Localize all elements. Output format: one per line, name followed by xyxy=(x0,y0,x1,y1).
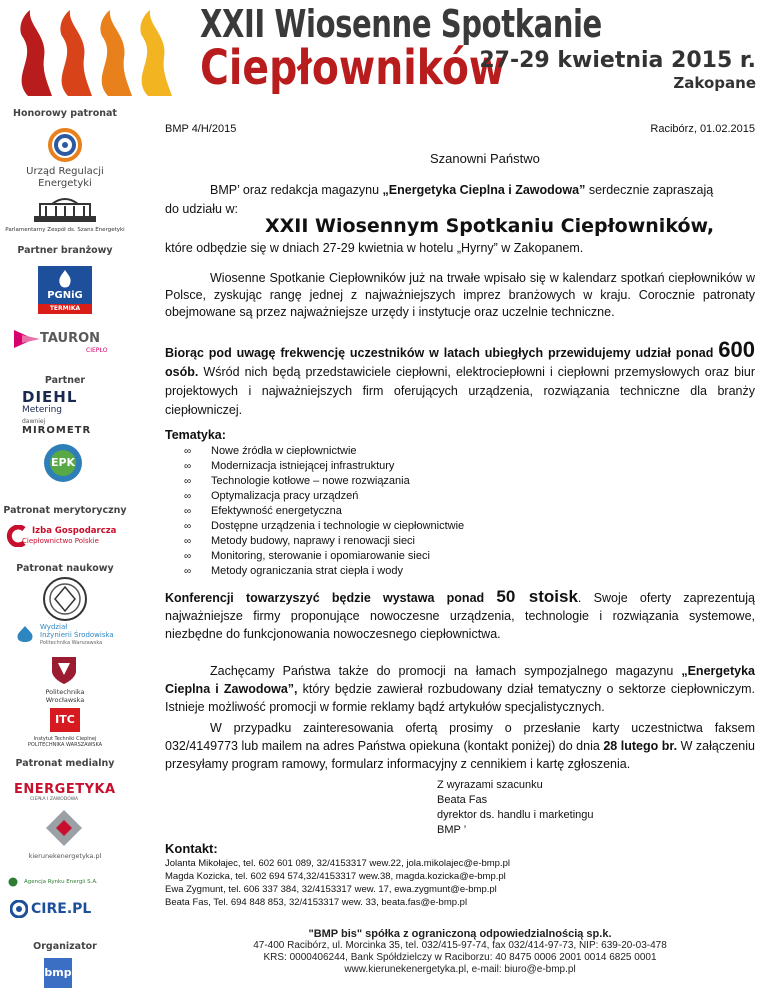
event-dates: 27-29 kwietnia 2015 r. xyxy=(479,48,756,73)
invite-pre: BMP’ oraz redakcja magazynu xyxy=(210,183,383,197)
topic-item xyxy=(184,519,744,534)
para3-big: 50 stoisk xyxy=(496,587,578,606)
infinity-bullet-icon: ∞ xyxy=(184,566,192,577)
para3-rest: . Swoje oferty zaprezentują najważniejsze firmy proponujące nowoczesne urządzenia, technologie i rozwiązania systemowe, niezbędne do funkcjonowania nowoczesnego ciepłownictwa. xyxy=(165,591,755,641)
para2-rest: Wśród nich będą przedstawiciele ciepłowni, elektrociepłowni i ciepłowni przemysłowych oraz biur projektowych i najważniejszych firm oferujących urządzenia, rozwiązania techniczne dla branży ciepłowniczej. xyxy=(165,365,755,417)
infinity-bullet-icon: ∞ xyxy=(184,461,192,472)
itc-line2: POLITECHNIKA WARSZAWSKA xyxy=(27,742,103,748)
bmp-logo: bmp xyxy=(44,958,72,988)
para2-bold-b: osób. xyxy=(165,365,199,379)
parliament-building-icon xyxy=(32,194,98,224)
igcp-line1: Izba Gospodarcza xyxy=(32,526,117,536)
agencja-text: Agencja Rynku Energii S.A. xyxy=(24,879,98,885)
ure-name-line2: Energetyki xyxy=(38,178,92,189)
kierunek-text: kierunekenergetyka.pl xyxy=(28,852,102,860)
infinity-bullet-icon: ∞ xyxy=(184,521,192,532)
contact-list xyxy=(165,857,755,909)
topic-item xyxy=(184,549,744,564)
footer-web: www.kierunekenergetyka.pl, e-mail: biuro@e-bmp.pl xyxy=(344,964,576,975)
topic-text: Monitoring, sterowanie i opomiarowanie sieci xyxy=(211,550,430,562)
tauron-logo-icon xyxy=(14,326,40,352)
infinity-bullet-icon: ∞ xyxy=(184,551,192,562)
sign-line-1: Z wyrazami szacunku xyxy=(437,779,543,791)
contact-label: Kontakt: xyxy=(165,841,218,856)
para4-post: który będzie zawierał rozbudowany dział tematyczny o sektorze ciepłowniczym. Istnieje możliwość promocji w formie reklamy bądź artykułów specjalistycznych. xyxy=(165,682,755,714)
sidebar-patrons xyxy=(0,0,135,994)
letter-place-date: Racibórz, 01.02.2015 xyxy=(650,123,755,135)
contact-item: Ewa Zygmunt, tel. 606 337 384, 32/4153317 wew. 17, ewa.zygmunt@e-bmp.pl xyxy=(165,884,497,895)
tauron-text: TAURON xyxy=(40,331,101,346)
pwr-line1: Politechnika xyxy=(45,688,85,696)
merit-patronage-label: Patronat merytoryczny xyxy=(3,505,127,516)
invite-line2: do udziału w: xyxy=(165,202,238,216)
topics-list xyxy=(184,444,744,579)
paragraph-5 xyxy=(165,719,755,773)
para5-bold: 28 lutego br. xyxy=(603,739,678,753)
are-logo-icon xyxy=(8,877,18,887)
topic-text: Optymalizacja pracy urządzeń xyxy=(211,490,359,502)
contact-item: Jolanta Mikołajec, tel. 602 601 089, 32/4153317 wew.22, jola.mikolajec@e-bmp.pl xyxy=(165,858,510,869)
invite-magazine: „Energetyka Cieplna i Zawodowa” xyxy=(382,183,586,197)
ure-name-line1: Urząd Regulacji xyxy=(26,166,104,177)
pgnig-sub: TERMIKA xyxy=(38,304,92,314)
igcp-line2: Ciepłownictwo Polskie xyxy=(22,537,99,545)
honorary-patronage-label: Honorowy patronat xyxy=(13,108,117,119)
organizer-label: Organizator xyxy=(33,941,97,952)
epk-text: EPK xyxy=(50,456,76,469)
company-footer xyxy=(165,928,755,976)
invite-post: serdecznie zapraszają xyxy=(585,183,714,197)
infinity-bullet-icon: ∞ xyxy=(184,536,192,547)
para5-post: W załączeniu przesyłamy program ramowy, formularz informacyjny z cennikiem i kartę zgłoszenia. xyxy=(165,739,755,771)
contact-item: Magda Kozicka, tel. 602 694 574,32/4153317 wew.38, magda.kozicka@e-bmp.pl xyxy=(165,871,506,882)
wydzial-logo-icon xyxy=(14,624,36,644)
para4-bold: „Energetyka Cieplna i Zawodowa”, xyxy=(165,664,755,696)
infinity-bullet-icon: ∞ xyxy=(184,491,192,502)
infinity-bullet-icon: ∞ xyxy=(184,476,192,487)
paragraph-3 xyxy=(165,588,755,643)
topic-text: Technologie kotłowe – nowe rozwiązania xyxy=(211,475,410,487)
para2-big: 600 xyxy=(718,337,755,362)
event-title-line1: XXII Wiosenne Spotkanie xyxy=(200,2,602,46)
para4-pre: Zachęcamy Państwa także do promocji na łamach sympozjalnego magazynu xyxy=(210,664,682,678)
diehl-formerly: dawniej xyxy=(22,418,46,425)
letter-reference: BMP 4/H/2015 xyxy=(165,123,237,135)
contact-item: Beata Fas, Tel. 694 848 853, 32/4153317 wew. 33, beata.fas@e-bmp.pl xyxy=(165,897,468,908)
salutation: Szanowni Państwo xyxy=(430,151,540,166)
topic-item xyxy=(184,459,744,474)
kierunek-logo-icon xyxy=(44,808,84,848)
energetyka-sub: CIEPŁA I ZAWODOWA xyxy=(30,797,79,802)
itc-line1: Instytut Techniki Cieplnej xyxy=(33,736,97,742)
partner-label: Partner xyxy=(44,375,86,386)
topic-text: Nowe źródła w ciepłownictwie xyxy=(211,445,357,457)
topic-item xyxy=(184,474,744,489)
topic-item xyxy=(184,534,744,549)
pgnig-flame-icon xyxy=(55,270,75,288)
footer-company: "BMP bis" spółka z ograniczoną odpowiedzialnością sp.k. xyxy=(308,928,612,940)
topic-text: Dostępne urządzenia i technologie w ciepłownictwie xyxy=(211,520,465,532)
energetyka-logo-text: ENERGETYKA xyxy=(14,782,116,797)
wydzial-line1: Wydział xyxy=(40,623,68,631)
paragraph-2 xyxy=(165,337,755,420)
sign-line-3: dyrektor ds. handlu i marketingu xyxy=(437,809,594,821)
topic-text: Metody budowy, naprawy i renowacji sieci xyxy=(211,535,415,547)
footer-bank: KRS: 0000406244, Bank Spółdzielczy w Raciborzu: 40 8475 0006 2001 0014 6825 0001 xyxy=(263,952,657,963)
ure-logo-icon xyxy=(46,126,84,164)
cire-logo-icon xyxy=(10,900,28,918)
diehl-sub: Metering xyxy=(22,405,62,415)
footer-address: 47-400 Racibórz, ul. Morcinka 35, tel. 032/415-97-74, fax 032/414-97-73, NIP: 639-20-03-478 xyxy=(253,940,667,951)
infinity-bullet-icon: ∞ xyxy=(184,446,192,457)
topic-text: Efektywność energetyczna xyxy=(211,505,342,517)
pwr-line2: Wrocławska xyxy=(45,696,85,704)
topic-item xyxy=(184,504,744,519)
mirometr-text: MIROMETR xyxy=(22,425,92,436)
diehl-text: DIEHL xyxy=(22,388,78,406)
university-seal-icon xyxy=(42,576,88,622)
signature-block xyxy=(437,778,594,838)
topic-text: Modernizacja istniejącej infrastruktury xyxy=(211,460,395,472)
pgnig-logo xyxy=(38,266,92,314)
para2-bold-a: Biorąc pod uwagę frekwencję uczestników w latach ubiegłych przewidujemy udział ponad xyxy=(165,346,719,360)
para3-bold: Konferencji towarzyszyć będzie wystawa ponad xyxy=(165,591,497,605)
pwr-crest-icon xyxy=(50,655,78,685)
paragraph-1: Wiosenne Spotkanie Ciepłowników już na trwałe wpisało się w kalendarz spotkań ciepłowników w Polsce, zyskując rangę jednej z najważniejszych imprez branżowych w kraju. Corocznie patronaty obejmowane są przez najważniejsze urzędy i instytucje oraz uczelnie techniczne. xyxy=(165,271,755,319)
industry-partner-label: Partner branżowy xyxy=(17,245,113,256)
event-title-line2: Ciepłowników xyxy=(200,40,506,96)
itc-logo: ITC xyxy=(50,708,80,732)
event-place: Zakopane xyxy=(673,74,756,92)
topic-item xyxy=(184,489,744,504)
paragraph-4 xyxy=(165,662,755,716)
science-patronage-label: Patronat naukowy xyxy=(16,563,114,574)
sign-line-4: BMP ’ xyxy=(437,824,467,836)
para5-pre: W przypadku zainteresowania ofertą prosimy o przesłanie karty uczestnictwa faksem 032/4149773 lub mailem na adres Państwa opiekuna (kontakt poniżej) do dnia xyxy=(165,721,755,753)
sign-line-2: Beata Fas xyxy=(437,794,488,806)
invitation-paragraph xyxy=(165,181,755,219)
tauron-sub: CIEPŁO xyxy=(86,347,108,354)
wydzial-line2: Inżynierii Środowiska xyxy=(40,631,114,639)
wydzial-line3: Politechnika Warszawska xyxy=(40,640,103,646)
topics-label: Tematyka: xyxy=(165,428,226,442)
infinity-bullet-icon: ∞ xyxy=(184,506,192,517)
event-when: które odbędzie się w dniach 27-29 kwietnia w hotelu „Hyrny” w Zakopanem. xyxy=(165,241,584,255)
cire-text: CIRE.PL xyxy=(31,901,92,917)
event-name-heading: XXII Wiosennym Spotkaniu Ciepłowników, xyxy=(265,215,715,237)
media-patronage-label: Patronat medialny xyxy=(15,758,115,769)
topic-item xyxy=(184,444,744,459)
pgnig-text: PGNiG xyxy=(47,290,83,301)
topic-text: Metody ograniczania strat ciepła i wody xyxy=(211,565,403,577)
parliament-caption: Parlamentarny Zespół ds. Szans Energetyki xyxy=(5,227,125,233)
topic-item xyxy=(184,564,744,579)
